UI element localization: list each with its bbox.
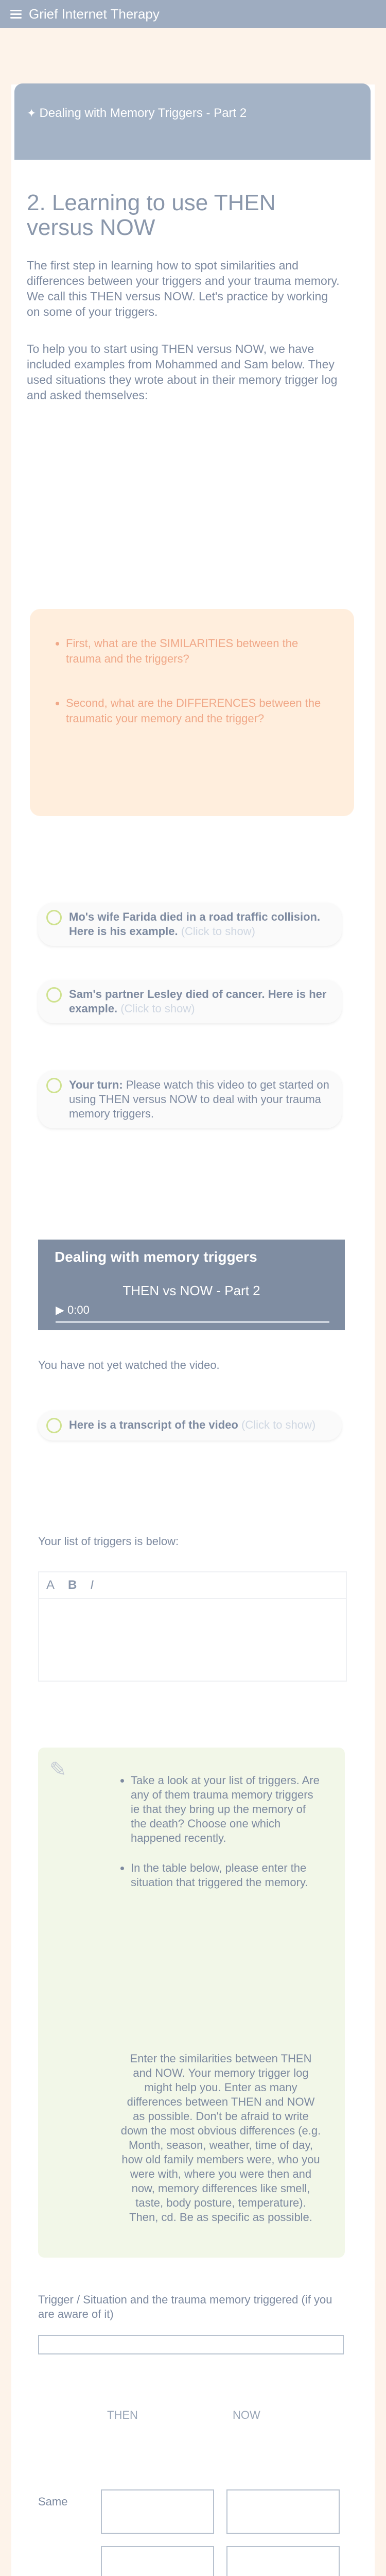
check-circle-icon [46, 1418, 62, 1433]
intro-paragraph-2: To help you to start using THEN versus NOW, we have included examples from Mohammed and Sam below. They used situations they wrote about in their memory trigger log and asked themselves: [27, 342, 338, 402]
video-time: ▶ 0:00 [56, 1303, 90, 1316]
example-sam[interactable]: Sam's partner Lesley died of cancer. Here is her example. (Click to show) [38, 980, 342, 1023]
check-circle-icon [46, 910, 62, 925]
app-bar [0, 0, 386, 28]
module-heading: ✦ Dealing with Memory Triggers - Part 2 [27, 106, 247, 120]
italic-icon[interactable]: I [90, 1578, 94, 1592]
row-label-same: Same [38, 2495, 68, 2508]
video-progress-bar[interactable] [56, 1321, 329, 1323]
intro-section [27, 191, 344, 415]
example-mo[interactable]: Mo's wife Farida died in a road traffic collision. Here is his example. (Click to show) [38, 903, 342, 946]
editor-toolbar [39, 1572, 346, 1599]
bold-icon[interactable]: B [68, 1578, 77, 1592]
then-cell[interactable] [101, 2546, 214, 2576]
check-circle-icon [46, 987, 62, 1003]
then-cell[interactable] [101, 2489, 214, 2534]
intro-paragraph: The first step in learning how to spot similarities and differences between your triggers and your trauma memory. We call this THEN versus NOW. Let's practice by working on some of your triggers. [27, 259, 340, 318]
check-circle-icon [46, 1078, 62, 1093]
instruction-paragraph: Enter the similarities between THEN and NOW. Your memory trigger log might help you. Enter as many differences between THEN and NOW as possible. Don't be afraid to write down the most obvious differences (e.g. Month, season, weather, time of day, how old family members were, who you were with, where you were then and now, memory differences like smell, taste, body posture, temperature). Then, cd. Be as specific as possible. [120, 2052, 321, 2224]
column-now: NOW [233, 2409, 260, 2421]
instructions-box [38, 1748, 345, 2258]
menu-icon[interactable] [10, 8, 22, 21]
question-differences: • Second, what are the DIFFERENCES between the traumatic your memory and the trigger? [66, 696, 334, 726]
trigger-list-label: Your list of triggers is below: [38, 1535, 179, 1548]
video-title: Dealing with memory triggers [55, 1249, 257, 1265]
video-player[interactable] [38, 1240, 345, 1330]
module-header-card [14, 83, 371, 160]
questions-box [30, 609, 354, 816]
transcript-toggle[interactable]: Here is a transcript of the video (Click to show) [38, 1411, 342, 1440]
app-title: Grief Internet Therapy [29, 6, 160, 22]
question-similarities: • First, what are the SIMILARITIES between the trauma and the triggers? [66, 636, 334, 667]
now-cell[interactable] [226, 2489, 340, 2534]
now-cell[interactable] [226, 2546, 340, 2576]
play-icon[interactable]: ▶ [56, 1303, 68, 1316]
instruction-1: • Take a look at your list of triggers. Are any of them trauma memory triggers ie that they bring up the memory of the death? Choose one which happened recently. [131, 1773, 324, 1845]
trigger-list-editor[interactable] [38, 1571, 347, 1682]
page-title: 2. Learning to use THEN versus NOW [27, 190, 276, 240]
pencil-icon: ✎ [49, 1758, 67, 1781]
back-icon[interactable]: ✦ [27, 107, 37, 120]
video-subtitle: THEN vs NOW - Part 2 [122, 1283, 260, 1298]
column-then: THEN [107, 2409, 138, 2421]
video-status: You have not yet watched the video. [38, 1359, 220, 1371]
task-your-turn: Your turn: Please watch this video to get started on using THEN versus NOW to deal with your trauma memory triggers. [38, 1071, 342, 1128]
instruction-2: • In the table below, please enter the situation that triggered the memory. [131, 1861, 324, 1890]
trigger-input-label: Trigger / Situation and the trauma memory triggered (if you are aware of it) [38, 2293, 332, 2320]
trigger-input[interactable] [38, 2335, 344, 2354]
font-color-icon[interactable]: A [46, 1578, 55, 1592]
